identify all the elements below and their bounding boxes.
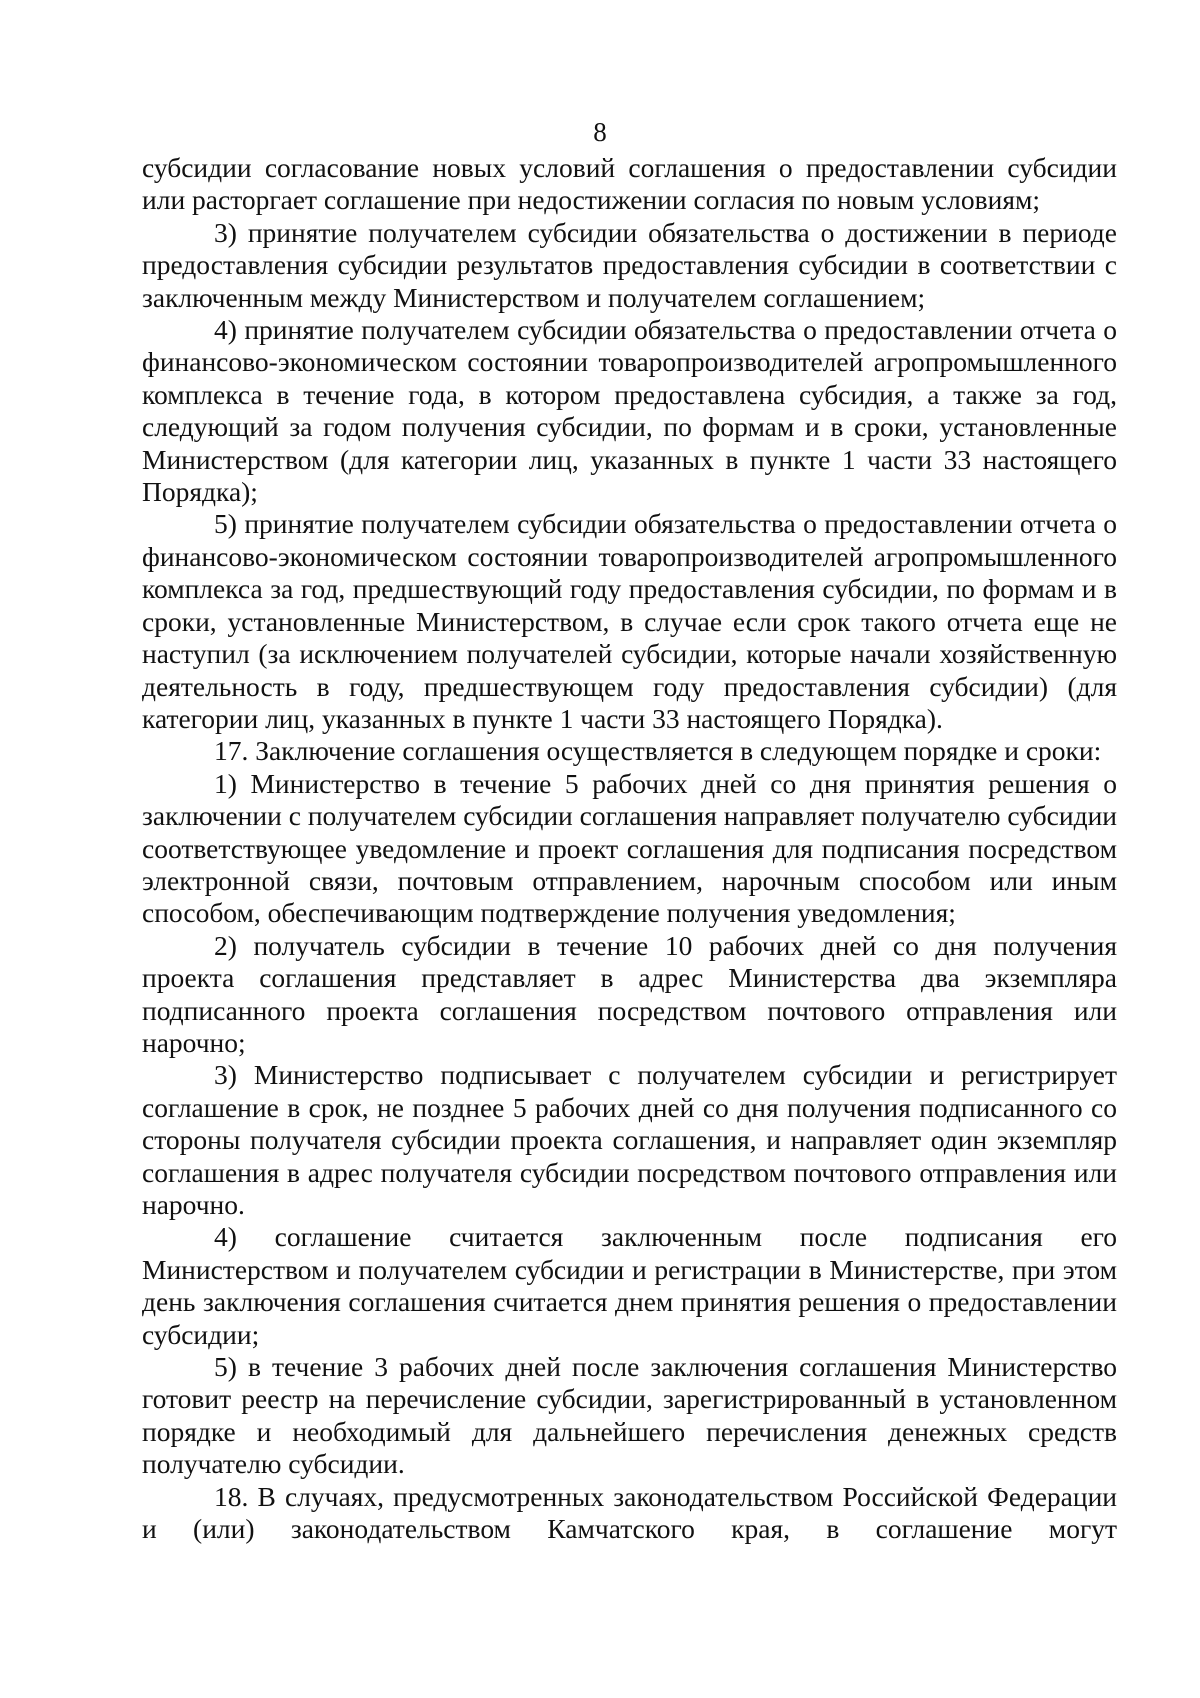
paragraph-section-17-item-5: 5) в течение 3 рабочих дней после заключения соглашения Министерство готовит реестр на перечисление субсидии, зарегистрированный в установленном порядке и необходимый для дальнейшего перечисления денежных средств получателю субсидии. [142, 1351, 1117, 1480]
paragraph-item-5: 5) принятие получателем субсидии обязательства о предоставлении отчета о финансово-экономическом состоянии товаропроизводителей агропромышленного комплекса за год, предшествующий году предоставления субсидии, по формам и в сроки, установленные Министерством, в случае если срок такого отчета еще не наступил (за исключением получателей субсидии, которые начали хозяйственную деятельность в году, предшествующем году предоставления субсидии) (для категории лиц, указанных в пункте 1 части 33 настоящего Порядка). [142, 508, 1117, 734]
paragraph-section-17-item-1: 1) Министерство в течение 5 рабочих дней со дня принятия решения о заключении с получателем субсидии соглашения направляет получателю субсидии соответствующее уведомление и проект соглашения для подписания посредством электронной связи, почтовым отправлением, нарочным способом или иным способом, обеспечивающим подтверждение получения уведомления; [142, 767, 1117, 929]
paragraph-section-18: 18. В случаях, предусмотренных законодательством Российской Федерации и (или) законодательством Камчатского края, в соглашение могут [142, 1480, 1117, 1545]
paragraph-section-17-item-3: 3) Министерство подписывает с получателем субсидии и регистрирует соглашение в срок, не позднее 5 рабочих дней со дня получения подписанного со стороны получателя субсидии проекта соглашения, и направляет один экземпляр соглашения в адрес получателя субсидии посредством почтового отправления или нарочно. [142, 1059, 1117, 1220]
paragraph-section-17-item-4: 4) соглашение считается заключенным после подписания его Министерством и получателем субсидии и регистрации в Министерстве, при этом день заключения соглашения считается днем принятия решения о предоставлении субсидии; [142, 1221, 1117, 1350]
paragraph-section-17-item-2: 2) получатель субсидии в течение 10 рабочих дней со дня получения проекта соглашения представляет в адрес Министерства два экземпляра подписанного проекта соглашения посредством почтового отправления или нарочно; [142, 929, 1117, 1058]
page-number: 8 [593, 117, 607, 147]
paragraph-item-3: 3) принятие получателем субсидии обязательства о достижении в периоде предоставления субсидии результатов предоставления субсидии в соответствии с заключенным между Министерством и получателем соглашением; [142, 216, 1117, 313]
paragraph-continuation: субсидии согласование новых условий соглашения о предоставлении субсидии или расторгает соглашение при недостижении согласия по новым условиям; [142, 152, 1117, 216]
paragraph-item-4: 4) принятие получателем субсидии обязательства о предоставлении отчета о финансово-экономическом состоянии товаропроизводителей агропромышленного комплекса в течение года, в котором предоставлена субсидия, а также за год, следующий за годом получения субсидии, по формам и в сроки, установленные Министерством (для категории лиц, указанных в пункте 1 части 33 настоящего Порядка); [142, 314, 1117, 508]
paragraph-section-17: 17. Заключение соглашения осуществляется в следующем порядке и сроки: [214, 735, 1102, 767]
body-text [142, 152, 1117, 1545]
